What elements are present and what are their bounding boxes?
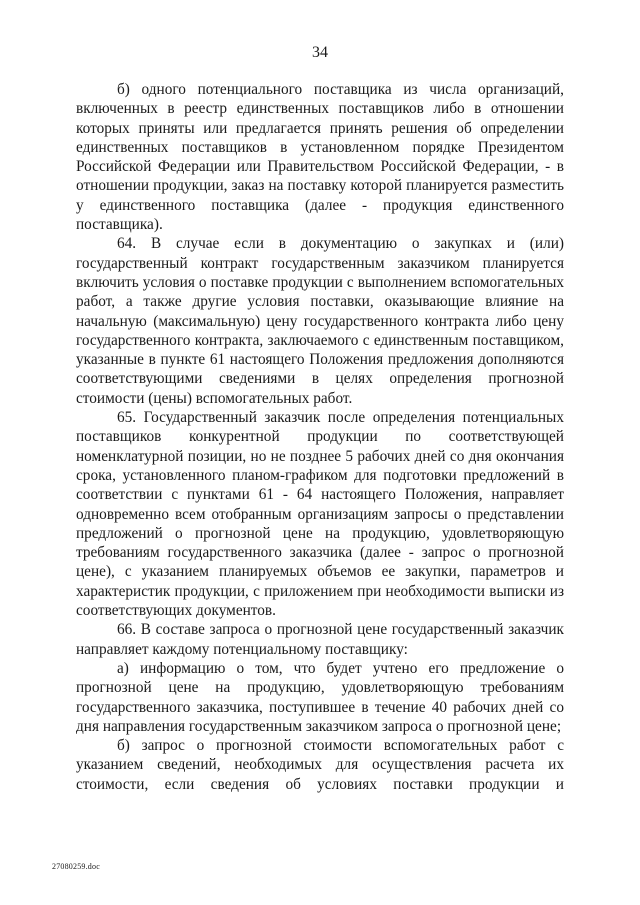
text-line: одновременно всем отобранным организациям запросы о представлении [76, 505, 564, 523]
text-line: соответствующими сведениями в целях определения прогнозной [76, 370, 564, 388]
text-line: 65. Государственный заказчик после определения потенциальных [117, 409, 564, 427]
paragraph-65 [76, 408, 564, 620]
text-line: соответствии с пунктами 61 - 64 настоящего Положения, направляет [76, 486, 564, 504]
paragraph-66 [76, 620, 564, 659]
text-line: поставщика). [76, 216, 163, 234]
text-line: номенклатурной позиции, но не позднее 5 рабочих дней со дня окончания [76, 447, 564, 465]
paragraph-63b [76, 80, 564, 234]
text-line: Российской Федерации или Правительством Российской Федерации, - в [76, 158, 564, 176]
document-body [76, 80, 564, 794]
text-line: б) одного потенциального поставщика из числа организаций, [117, 81, 564, 98]
text-line: государственного заказчика, поступившее в течение 40 рабочих дней со [76, 698, 564, 716]
text-line: отношении продукции, заказ на поставку которой планируется разместить [76, 177, 564, 195]
paragraph-66b [76, 736, 564, 794]
page-number: 34 [312, 44, 328, 61]
text-line: направляет каждому потенциальному поставщику: [76, 640, 408, 658]
text-line: государственный контракт государственным заказчиком планируется [76, 254, 564, 272]
text-line: прогнозной цене на продукцию, удовлетворяющую требованиям [76, 679, 564, 697]
text-line: предложений о прогнозной цене на продукцию, удовлетворяющую [76, 524, 564, 542]
text-line: которых приняты или предлагается принять решения об определении [76, 119, 564, 137]
text-line: единственных поставщиков в установленном порядке Президентом [76, 138, 564, 156]
text-line: стоимости (цены) вспомогательных работ. [76, 389, 353, 407]
text-line: указанием сведений, необходимых для осуществления расчета их [76, 756, 564, 774]
text-line: б) запрос о прогнозной стоимости вспомогательных работ с [117, 737, 564, 755]
text-line: 64. В случае если в документацию о закупках и (или) [117, 235, 564, 253]
text-line: государственного контракта, заключаемого с единственным поставщиком, [76, 331, 564, 349]
text-line: характеристик продукции, с приложением при необходимости выписки из [76, 582, 564, 600]
text-line: требованиям государственного заказчика (далее - запрос о прогнозной [76, 544, 564, 562]
text-line: поставщиков конкурентной продукции по соответствующей [76, 428, 564, 446]
text-line: включенных в реестр единственных поставщиков либо в отношении [76, 100, 564, 118]
text-line: указанные в пункте 61 настоящего Положения предложения дополняются [76, 351, 564, 369]
text-line: у единственного поставщика (далее - продукция единственного [76, 196, 564, 214]
text-line: а) информацию о том, что будет учтено его предложение о [117, 659, 564, 677]
text-line: стоимости, если сведения об условиях поставки продукции и [76, 775, 564, 793]
text-line: включить условия о поставке продукции с выполнением вспомогательных [76, 273, 564, 291]
text-line: цене), с указанием планируемых объемов ее закупки, параметров и [76, 563, 564, 581]
text-line: 66. В составе запроса о прогнозной цене государственный заказчик [117, 621, 564, 639]
footer-doc-id: 27080259.doc [52, 862, 100, 871]
paragraph-64 [76, 234, 564, 408]
text-line: работ, а также другие условия поставки, оказывающие влияние на [76, 293, 564, 311]
text-line: начальную (максимальную) цену государственного контракта либо цену [76, 312, 564, 330]
text-line: соответствующих документов. [76, 602, 276, 620]
text-line: срока, установленного планом-графиком для подготовки предложений в [76, 466, 564, 484]
paragraph-66a [76, 659, 564, 736]
text-line: дня направления государственным заказчиком запроса о прогнозной цене; [76, 717, 562, 735]
